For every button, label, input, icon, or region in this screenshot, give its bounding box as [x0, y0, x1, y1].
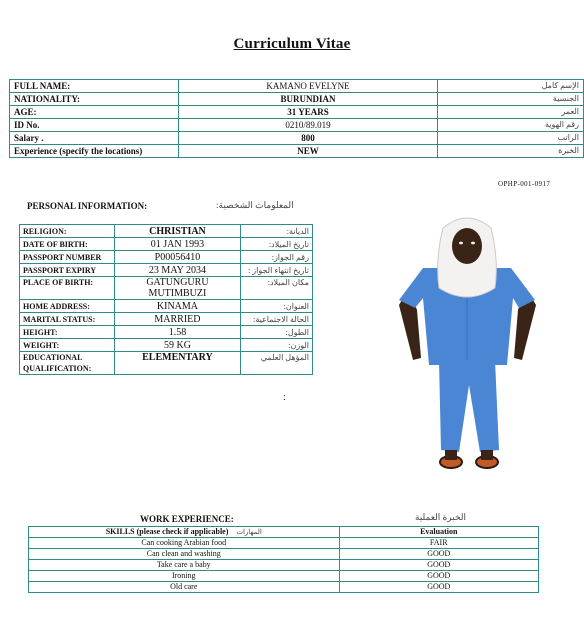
personal-info-table	[19, 224, 313, 375]
personal-value: GATUNGURU MUTIMBUZI	[114, 277, 240, 300]
skill-name: Take care a baby	[29, 560, 340, 571]
personal-label: PASSPORT NUMBER	[20, 251, 115, 264]
personal-label-arabic: الطول:	[241, 326, 313, 339]
document-title: Curriculum Vitae	[233, 36, 351, 52]
skill-name: Can clean and washing	[29, 549, 340, 560]
skills-header: SKILLS (please check if applicable)	[105, 527, 229, 536]
personal-label-arabic: المؤهل العلمي	[241, 352, 313, 375]
skill-row	[29, 549, 539, 560]
summary-label: NATIONALITY:	[10, 93, 179, 106]
skill-evaluation: GOOD	[339, 560, 539, 571]
personal-label: WEIGHT:	[20, 339, 115, 352]
personal-row	[20, 313, 313, 326]
personal-label-arabic: الوزن:	[241, 339, 313, 352]
personal-value: 59 KG	[114, 339, 240, 352]
personal-label: HOME ADDRESS:	[20, 300, 115, 313]
summary-label: ID No.	[10, 119, 179, 132]
personal-label-arabic: العنوان:	[241, 300, 313, 313]
skill-evaluation: GOOD	[339, 549, 539, 560]
skill-row	[29, 560, 539, 571]
summary-row	[10, 119, 584, 132]
personal-row	[20, 264, 313, 277]
personal-value: MARRIED	[114, 313, 240, 326]
summary-row	[10, 145, 584, 158]
personal-label: PASSPORT EXPIRY	[20, 264, 115, 277]
skill-row	[29, 538, 539, 549]
summary-label: AGE:	[10, 106, 179, 119]
personal-value: ELEMENTARY	[114, 352, 240, 375]
skill-name: Can cooking Arabian food	[29, 538, 340, 549]
work-experience-heading-arabic: الخبرة العملية	[415, 512, 467, 522]
personal-row	[20, 326, 313, 339]
skill-name: Ironing	[29, 571, 340, 582]
summary-label-arabic: رقم الهوية	[438, 119, 584, 132]
summary-label-arabic: الجنسية	[438, 93, 584, 106]
personal-row	[20, 277, 313, 300]
personal-label-arabic: الحالة الاجتماعية:	[241, 313, 313, 326]
summary-label-arabic: الخبرة	[438, 145, 584, 158]
personal-label-arabic: رقم الجواز:	[241, 251, 313, 264]
personal-label: MARITAL STATUS:	[20, 313, 115, 326]
summary-value: 0210/89.019	[179, 119, 438, 132]
personal-label-arabic: مكان الميلاد:	[241, 277, 313, 300]
personal-label: PLACE OF BIRTH:	[20, 277, 115, 300]
summary-label-arabic: الإسم كامل	[438, 80, 584, 93]
personal-label-arabic: الديانة:	[241, 225, 313, 238]
personal-info-heading: PERSONAL INFORMATION:	[27, 201, 148, 211]
summary-label-arabic: الراتب	[438, 132, 584, 145]
personal-value: 23 MAY 2034	[114, 264, 240, 277]
personal-label-arabic: تاريخ انتهاء الجواز :	[241, 264, 313, 277]
work-experience-heading: WORK EXPERIENCE:	[140, 514, 234, 524]
skill-evaluation: FAIR	[339, 538, 539, 549]
personal-label-arabic: تاريخ الميلاد:	[241, 238, 313, 251]
reference-code: OPHP-001-0917	[498, 180, 551, 188]
summary-value: KAMANO EVELYNE	[179, 80, 438, 93]
skill-name: Old care	[29, 582, 340, 593]
evaluation-header: Evaluation	[339, 527, 539, 538]
personal-row	[20, 300, 313, 313]
summary-row	[10, 132, 584, 145]
summary-label: Salary .	[10, 132, 179, 145]
personal-value: 01 JAN 1993	[114, 238, 240, 251]
skills-header-cell	[29, 527, 340, 538]
skill-evaluation: GOOD	[339, 571, 539, 582]
stray-colon: :	[283, 392, 286, 403]
candidate-photo	[395, 210, 540, 480]
personal-row	[20, 339, 313, 352]
summary-row	[10, 106, 584, 119]
summary-label-arabic: العمر	[438, 106, 584, 119]
skill-row	[29, 582, 539, 593]
personal-value: 1.58	[114, 326, 240, 339]
personal-label: HEIGHT:	[20, 326, 115, 339]
skill-row	[29, 571, 539, 582]
personal-label: RELIGION:	[20, 225, 115, 238]
summary-row	[10, 80, 584, 93]
personal-row	[20, 251, 313, 264]
personal-label: DATE OF BIRTH:	[20, 238, 115, 251]
skills-header-arabic: المهارات	[236, 528, 262, 536]
summary-label: FULL NAME:	[10, 80, 179, 93]
personal-row	[20, 352, 313, 375]
skills-table	[28, 526, 539, 593]
summary-value: BURUNDIAN	[179, 93, 438, 106]
personal-row	[20, 225, 313, 238]
personal-label: EDUCATIONAL QUALIFICATION:	[20, 352, 115, 375]
summary-row	[10, 93, 584, 106]
summary-table	[9, 79, 584, 158]
skill-evaluation: GOOD	[339, 582, 539, 593]
summary-value: 31 YEARS	[179, 106, 438, 119]
personal-info-heading-arabic: المعلومات الشخصية:	[216, 200, 294, 210]
summary-value: 800	[179, 132, 438, 145]
summary-value: NEW	[179, 145, 438, 158]
personal-value: P00056410	[114, 251, 240, 264]
personal-value: KINAMA	[114, 300, 240, 313]
skills-header-row	[29, 527, 539, 538]
personal-value: CHRISTIAN	[114, 225, 240, 238]
summary-label: Experience (specify the locations)	[10, 145, 179, 158]
personal-row	[20, 238, 313, 251]
